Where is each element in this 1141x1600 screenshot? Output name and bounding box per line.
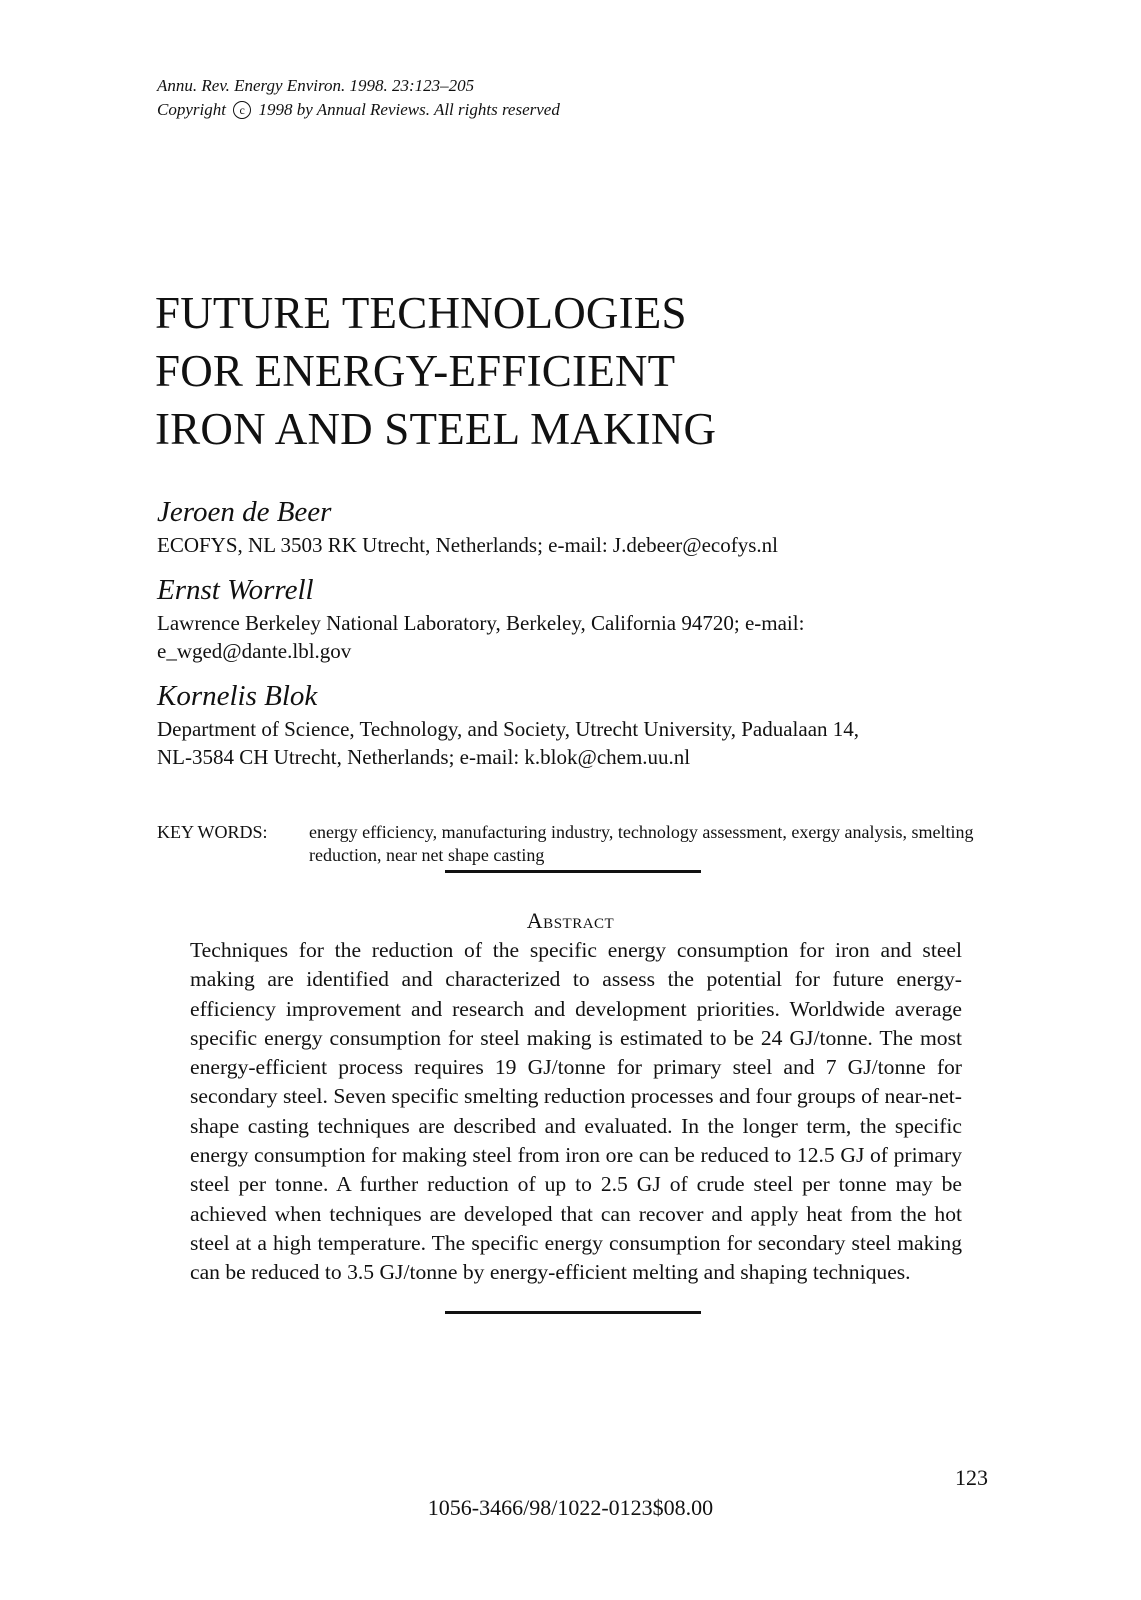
journal-header — [157, 74, 560, 122]
author-affiliation: Lawrence Berkeley National Laboratory, Berkeley, California 94720; e-mail: — [157, 611, 805, 635]
keywords — [157, 821, 977, 867]
author-name: Ernst Worrell — [157, 574, 314, 606]
author-block — [157, 493, 977, 559]
copyright-line — [157, 98, 560, 122]
author-list — [157, 493, 977, 783]
abstract-heading: Abstract — [526, 908, 615, 933]
author-name: Kornelis Blok — [157, 680, 318, 712]
abstract-top-rule — [445, 870, 701, 873]
copyright-word: Copyright — [157, 100, 226, 119]
journal-citation: Annu. Rev. Energy Environ. 1998. 23:123–205 — [157, 76, 475, 95]
abstract-text: Techniques for the reduction of the specific energy consumption for iron and steel making are identified and characterized to assess the potential for future energy-efficiency improvement and research and development priorities. Worldwide average specific energy consumption for steel making is estimated to be 24 GJ/tonne. The most energy-efficient process requires 19 GJ/tonne for primary steel and 7 GJ/tonne for secondary steel. Seven specific smelting reduction processes and four groups of near-net-shape casting techniques are described and evaluated. In the longer term, the specific energy consumption for making steel from iron ore can be reduced to 12.5 GJ of primary steel per tonne. A further reduction of up to 2.5 GJ of crude steel per tonne may be achieved when techniques are developed that can recover and apply heat from the hot steel at a high temperature. The specific energy consumption for secondary steel making can be reduced to 3.5 GJ/tonne by energy-efficient melting and shaping techniques. — [190, 938, 962, 1285]
author-email: e_wged@dante.lbl.gov — [157, 639, 352, 663]
paper-title — [155, 284, 716, 458]
title-line: IRON AND STEEL MAKING — [155, 404, 717, 454]
title-line: FUTURE TECHNOLOGIES — [155, 288, 687, 338]
author-block — [157, 677, 977, 771]
page-number: 123 — [955, 1465, 988, 1490]
keywords-text: energy efficiency, manufacturing industry, technology assessment, exergy analysis, smelting reduction, near net shape casting — [309, 822, 974, 865]
author-affiliation: NL-3584 CH Utrecht, Netherlands; e-mail: k.blok@chem.uu.nl — [157, 745, 691, 769]
author-affiliation: ECOFYS, NL 3503 RK Utrecht, Netherlands; e-mail: J.debeer@ecofys.nl — [157, 533, 779, 557]
copyright-text: 1998 by Annual Reviews. All rights reserved — [258, 100, 560, 119]
keywords-label: KEY WORDS: — [157, 822, 268, 842]
publication-code: 1056-3466/98/1022-0123$08.00 — [427, 1495, 714, 1520]
copyright-icon: c — [233, 101, 251, 119]
title-line: FOR ENERGY-EFFICIENT — [155, 346, 676, 396]
author-affiliation: Department of Science, Technology, and Society, Utrecht University, Padualaan 14, — [157, 717, 860, 741]
author-block — [157, 571, 977, 665]
abstract-bottom-rule — [445, 1311, 701, 1314]
author-name: Jeroen de Beer — [157, 496, 332, 528]
